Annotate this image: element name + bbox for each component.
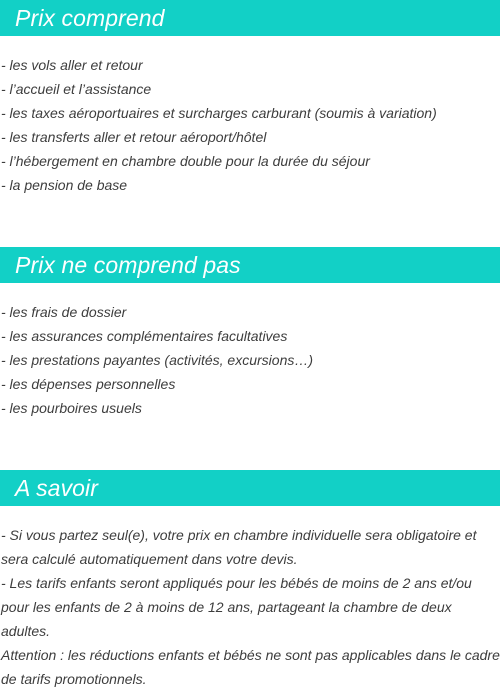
list-item: - les prestations payantes (activités, excursions…) [1,352,314,368]
section-title-info: A savoir [15,474,99,501]
section-good-to-know [0,470,500,691]
info-body [0,523,500,691]
section-title-includes: Prix comprend [15,4,165,31]
info-paragraph: Attention : les réductions enfants et bébés ne sont pas applicables dans le cadre de tarifs promotionnels. [1,647,500,687]
list-item: - les pourboires usuels [1,400,142,416]
list-item: - les taxes aéroportuaires et surcharges carburant (soumis à variation) [1,105,437,121]
list-item: - les vols aller et retour [1,57,143,73]
list-item: - les dépenses personnelles [1,376,176,392]
info-paragraph: - Les tarifs enfants seront appliqués pour les bébés de moins de 2 ans et/ou pour les enfants de 2 à moins de 12 ans, partageant la chambre de deux adultes. [1,575,472,639]
section-header-info [0,470,500,506]
section-header-includes [0,0,500,36]
list-item: - la pension de base [1,177,128,193]
excludes-list [0,300,500,420]
list-item: - les assurances complémentaires facultatives [1,328,288,344]
section-price-excludes [0,247,500,420]
section-title-excludes: Prix ne comprend pas [15,251,241,278]
list-item: - les frais de dossier [1,304,127,320]
list-item: - les transferts aller et retour aéroport/hôtel [1,129,267,145]
list-item: - l’hébergement en chambre double pour la durée du séjour [1,153,370,169]
section-price-includes [0,0,500,197]
info-paragraph: - Si vous partez seul(e), votre prix en chambre individuelle sera obligatoire et sera calculé automatiquement dans votre devis. [1,527,477,567]
section-header-excludes [0,247,500,283]
list-item: - l’accueil et l’assistance [1,81,152,97]
includes-list [0,53,500,197]
